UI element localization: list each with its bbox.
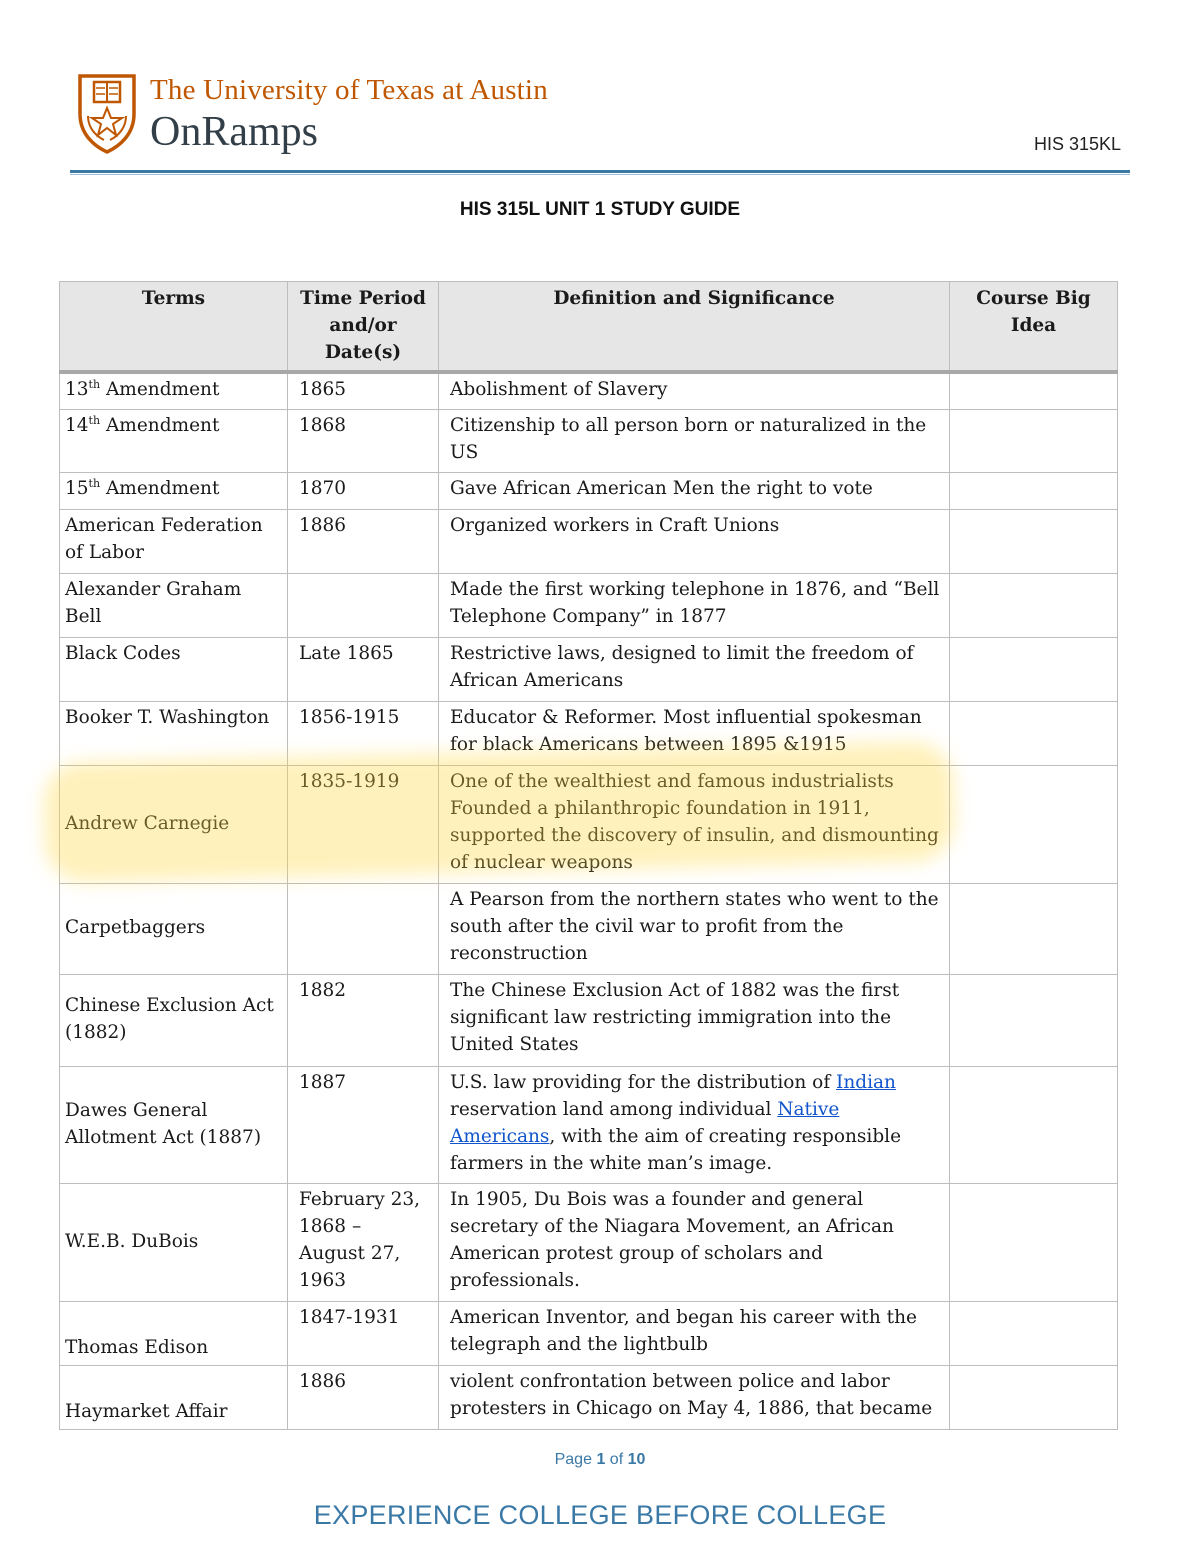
definition-cell: The Chinese Exclusion Act of 1882 was the first significant law restricting immigration into the United States bbox=[439, 974, 950, 1066]
header-definition: Definition and Significance bbox=[439, 282, 950, 373]
table-row bbox=[60, 409, 1118, 472]
definition-cell: Citizenship to all person born or naturalized in the US bbox=[439, 409, 950, 472]
term-cell: Andrew Carnegie bbox=[60, 765, 288, 883]
indian-link[interactable]: Indian bbox=[836, 1071, 896, 1093]
definition-cell: American Inventor, and began his career with the telegraph and the lightbulb bbox=[439, 1301, 950, 1365]
table-row bbox=[60, 701, 1118, 765]
table-header-row bbox=[60, 282, 1118, 373]
term-cell: Chinese Exclusion Act (1882) bbox=[60, 974, 288, 1066]
table-row bbox=[60, 765, 1118, 883]
table-row bbox=[60, 1183, 1118, 1301]
native-americans-link[interactable]: Native Americans bbox=[450, 1098, 840, 1147]
date-cell: 1870 bbox=[288, 472, 439, 509]
header-terms: Terms bbox=[60, 282, 288, 373]
big-idea-cell bbox=[950, 883, 1118, 974]
term-cell: Black Codes bbox=[60, 637, 288, 701]
term-cell: Dawes General Allotment Act (1887) bbox=[60, 1066, 288, 1183]
date-cell bbox=[288, 883, 439, 974]
study-guide-table bbox=[59, 281, 1118, 1430]
date-cell: 1865 bbox=[288, 372, 439, 409]
term-cell: 15th Amendment bbox=[60, 472, 288, 509]
table-row bbox=[60, 883, 1118, 974]
big-idea-cell bbox=[950, 472, 1118, 509]
big-idea-cell bbox=[950, 1183, 1118, 1301]
big-idea-cell bbox=[950, 701, 1118, 765]
date-cell: 1882 bbox=[288, 974, 439, 1066]
big-idea-cell bbox=[950, 573, 1118, 637]
table-row bbox=[60, 372, 1118, 409]
table-row bbox=[60, 472, 1118, 509]
date-cell: 1886 bbox=[288, 1365, 439, 1429]
definition-cell: Abolishment of Slavery bbox=[439, 372, 950, 409]
date-cell: 1887 bbox=[288, 1066, 439, 1183]
date-cell: 1847-1931 bbox=[288, 1301, 439, 1365]
term-cell: 14th Amendment bbox=[60, 409, 288, 472]
big-idea-cell bbox=[950, 1301, 1118, 1365]
table-row bbox=[60, 573, 1118, 637]
date-cell: February 23, 1868 – August 27, 1963 bbox=[288, 1183, 439, 1301]
header-big-idea: Course Big Idea bbox=[950, 282, 1118, 373]
term-cell: W.E.B. DuBois bbox=[60, 1183, 288, 1301]
definition-cell: U.S. law providing for the distribution of Indian reservation land among individual Native Americans, with the aim of creating responsible farmers in the white man’s image. bbox=[439, 1066, 950, 1183]
big-idea-cell bbox=[950, 509, 1118, 573]
date-cell: Late 1865 bbox=[288, 637, 439, 701]
ut-shield-logo bbox=[76, 72, 138, 154]
date-cell: 1835-1919 bbox=[288, 765, 439, 883]
big-idea-cell bbox=[950, 372, 1118, 409]
definition-cell: In 1905, Du Bois was a founder and general secretary of the Niagara Movement, an African American protest group of scholars and professionals. bbox=[439, 1183, 950, 1301]
term-cell: American Federation of Labor bbox=[60, 509, 288, 573]
big-idea-cell bbox=[950, 1066, 1118, 1183]
definition-cell: Educator & Reformer. Most influential spokesman for black Americans between 1895 &1915 bbox=[439, 701, 950, 765]
footer-tagline: EXPERIENCE COLLEGE BEFORE COLLEGE bbox=[313, 1500, 887, 1530]
definition-cell: violent confrontation between police and labor protesters in Chicago on May 4, 1886, that became bbox=[439, 1365, 950, 1429]
date-cell: 1868 bbox=[288, 409, 439, 472]
definition-cell: A Pearson from the northern states who went to the south after the civil war to profit from the reconstruction bbox=[439, 883, 950, 974]
big-idea-cell bbox=[950, 765, 1118, 883]
definition-cell: Restrictive laws, designed to limit the freedom of African Americans bbox=[439, 637, 950, 701]
header-divider bbox=[70, 170, 1130, 173]
big-idea-cell bbox=[950, 637, 1118, 701]
document-title: HIS 315L UNIT 1 STUDY GUIDE bbox=[459, 199, 741, 220]
date-cell: 1886 bbox=[288, 509, 439, 573]
term-cell: Haymarket Affair bbox=[60, 1365, 288, 1429]
term-cell: 13th Amendment bbox=[60, 372, 288, 409]
definition-cell: Gave African American Men the right to vote bbox=[439, 472, 950, 509]
table-row bbox=[60, 1301, 1118, 1365]
date-cell bbox=[288, 573, 439, 637]
table-row bbox=[60, 1066, 1118, 1183]
program-name: OnRamps bbox=[150, 109, 318, 155]
table-row bbox=[60, 509, 1118, 573]
table-row bbox=[60, 637, 1118, 701]
definition-cell: One of the wealthiest and famous industrialists Founded a philanthropic foundation in 1911, supported the discovery of insulin, and dismounting of nuclear weapons bbox=[439, 765, 950, 883]
term-cell: Thomas Edison bbox=[60, 1301, 288, 1365]
definition-cell: Made the first working telephone in 1876, and “Bell Telephone Company” in 1877 bbox=[439, 573, 950, 637]
table-row bbox=[60, 974, 1118, 1066]
header-divider-light bbox=[70, 174, 1130, 175]
page-number: Page 1 of 10 bbox=[554, 1451, 646, 1468]
definition-cell: Organized workers in Craft Unions bbox=[439, 509, 950, 573]
header-time-period: Time Period and/or Date(s) bbox=[288, 282, 439, 373]
big-idea-cell bbox=[950, 974, 1118, 1066]
big-idea-cell bbox=[950, 1365, 1118, 1429]
big-idea-cell bbox=[950, 409, 1118, 472]
university-name: The University of Texas at Austin bbox=[150, 74, 548, 106]
date-cell: 1856-1915 bbox=[288, 701, 439, 765]
table-row bbox=[60, 1365, 1118, 1429]
course-code: HIS 315KL bbox=[1034, 134, 1122, 154]
term-cell: Alexander Graham Bell bbox=[60, 573, 288, 637]
term-cell: Carpetbaggers bbox=[60, 883, 288, 974]
term-cell: Booker T. Washington bbox=[60, 701, 288, 765]
